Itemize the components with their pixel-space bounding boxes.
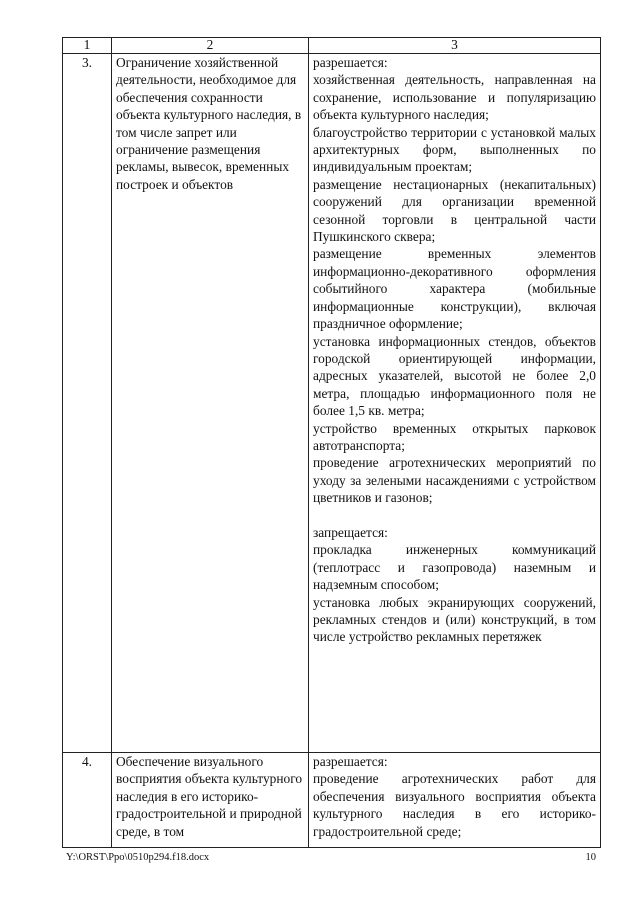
rule-line: устройство временных открытых парковок автотранспорта; [313,420,596,453]
column-number-1: 1 [63,38,112,54]
requirement-rules [309,753,601,848]
restrictions-table [62,37,601,848]
rule-line: размещение временных элементов информационно-декоративного оформления событийного характера (мобильные информационные конструкции), включая праздничное оформление; [313,246,596,332]
rule-line: размещение нестационарных (некапитальных) сооружений для организации временной сезонной торговли в центральной части Пушкинского сквера; [313,176,596,245]
rule-line: проведение агротехнических работ для обеспечения визуального восприятия объекта культурного наследия в его историко-градостроительной среде; [313,771,596,839]
rule-line: установка любых экранирующих сооружений, рекламных стендов и (или) конструкций, в том числе устройство рекламных перетяжек [313,594,596,645]
rule-line: благоустройство территории с установкой малых архитектурных форм, выполненных по индивидуальным проектам; [313,124,596,175]
page-number: 10 [585,852,596,863]
blank-line [313,507,596,524]
rule-line: проведение агротехнических мероприятий по уходу за зелеными насаждениями с устройством цветников и газонов; [313,455,596,506]
table-row [63,753,601,848]
column-number-3: 3 [309,38,601,54]
column-number-2: 2 [112,38,309,54]
rule-line: прокладка инженерных коммуникаций (теплотрасс и газопровода) наземным и надземным способом; [313,542,596,593]
rule-line: установка информационных стендов, объектов городской ориентирующей информации, адресных указателей, высотой не более 2,0 метра, площадью информационного поля не более 1,5 кв. метра; [313,333,596,419]
row-number: 4. [63,753,112,848]
rule-line: разрешается: [313,754,388,769]
table-row [63,54,601,753]
rule-line: запрещается: [313,524,388,540]
document-file-path: Y:\ORST\Ppo\0510p294.f18.docx [66,852,210,863]
row-number: 3. [63,54,112,753]
rule-line: разрешается: [313,55,388,70]
rule-line: хозяйственная деятельность, направленная на сохранение, использование и популяризацию объекта культурного наследия; [313,72,596,123]
requirement-rules [309,54,601,753]
requirement-description: Обеспечение визуального восприятия объекта культурного наследия в его историко-градостроительной и природной среде, в том [112,753,309,848]
requirement-description: Ограничение хозяйственной деятельности, необходимое для обеспечения сохранности объекта культурного наследия, в том числе запрет или ограничение размещения рекламы, вывесок, временных построек и объектов [112,54,309,753]
column-number-row [63,38,601,54]
